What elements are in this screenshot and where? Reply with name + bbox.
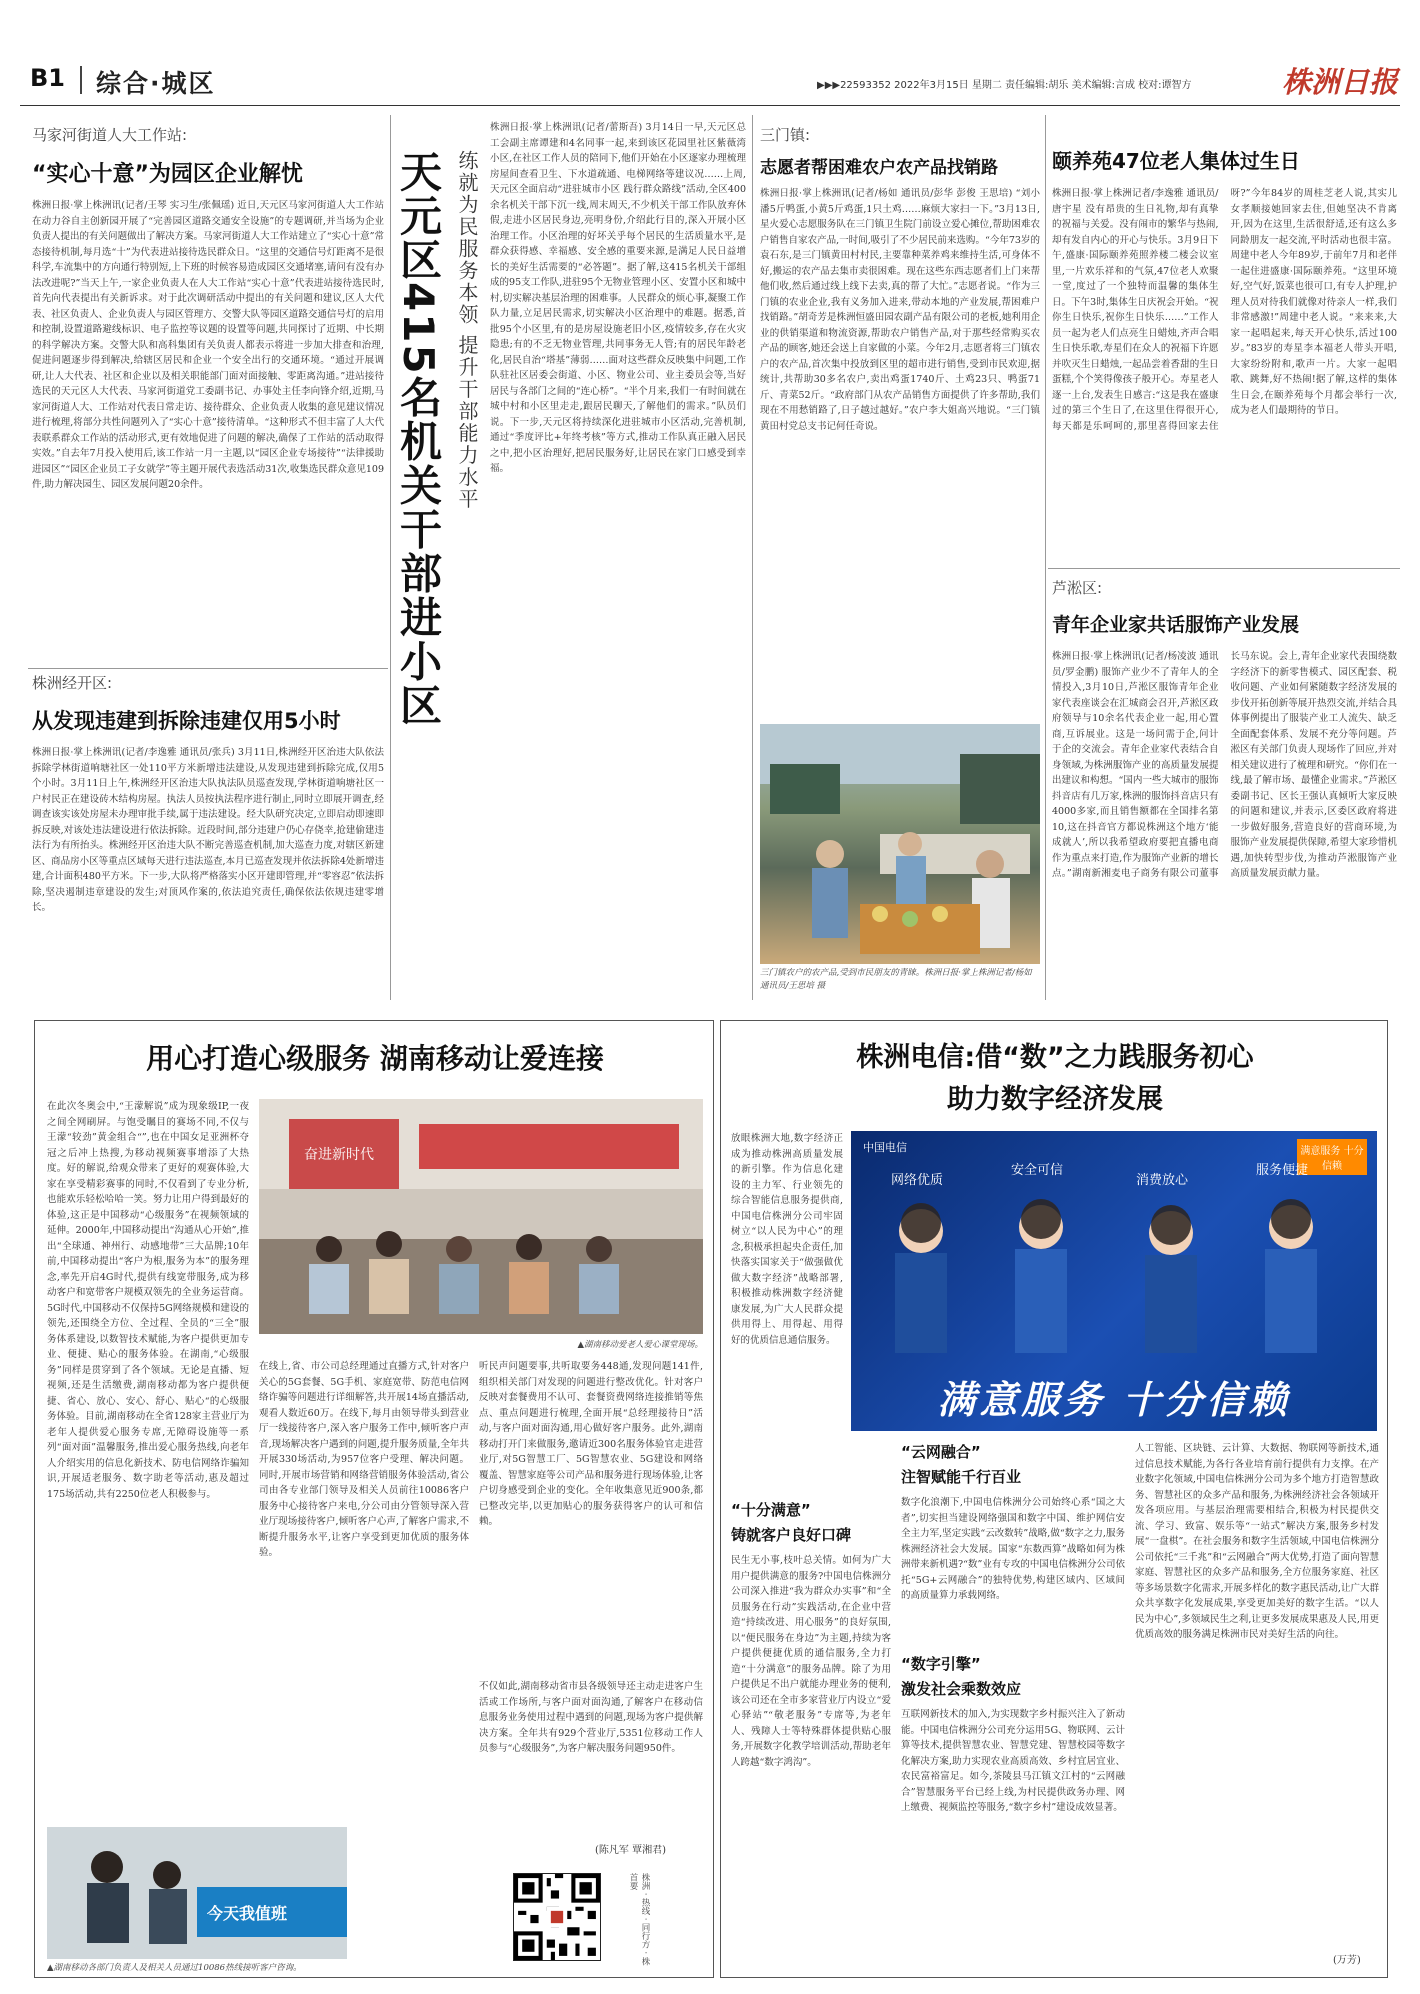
byline: (万芳)	[1333, 1955, 1361, 1966]
feature-subheadline: 助力数字经济发展	[947, 1084, 1163, 1115]
article-body: 株洲日报·掌上株洲讯(记者/李逸雅 通讯员/张兵) 3月11日,株洲经开区治违大队依法拆除学林街道响塘社区一处110平方米新增违法建设,从发现违建到拆除完成,仅用5个小时。3月11日上午,株洲经开区治违大队执法队员巡查发现,学林街道响塘社区一户村民正在建设砖木结构房屋。执法人员按执法程序进行制止,同时立即展开调查,经调查该实该处房屋未办理审批手续,属于违法建设。经大队研究决定,立即启动即速即拆反映,对该处违法建设进行依法拆除。近段时间,部分违建户仍心存侥幸,抢建偷建违法行为有所抬头。株洲经开区治违大队不断完善巡查机制,加大巡查力度,对辖区新建区、商品房小区等重点区域每天进行违法巡查,本月已巡查发现并依法拆除4处新增违建,合计面积480平方米。下一步,大队将严格落实小区开建即管理,并“零容忍”依法拆除,坚决遏制违章建设的发生;对顶风作案的,依法追究责任,确保依法依规违建零增长。	[32, 747, 384, 913]
horizontal-rule	[28, 668, 388, 669]
article-elderly-birthday	[1052, 145, 1397, 560]
article-headline: 颐养苑47位老人集体过生日	[1052, 149, 1300, 173]
banner-slogan: 满意服务 十分信赖	[937, 1378, 1291, 1422]
banner-text-illustration: 今天我值班	[207, 1904, 288, 1923]
feature-body: 在线上,省、市公司总经理通过直播方式,针对客户关心的5G套餐、5G手机、家庭宽带、防范电信网络诈骗等问题进行详细解答,共开展14场直播活动,观看人数近60万。在线下,每月由领导带头到营业厅一线接待客户,深入客户服务工作中,倾听客户声音,现场解决客户遇到的问题,提升服务质量,全年共开展330场活动,为957位客户受理、解决问题。同时,开展市场营销和网络营销服务体验活动,省公司由各专业部门领导及相关人员前往10086客户服务中心接待客户来电,分公司由分管领导深入营业厅现场接待客户,倾听客户心声,了解客户需求,不断提升服务水平,让客户享受到更加优质的服务体验。	[259, 1361, 469, 1558]
sub-section-title: “云网融合”	[901, 1443, 981, 1461]
hunan-mobile-feature	[34, 1020, 714, 1978]
article-kicker: 三门镇:	[760, 126, 811, 144]
issue-info: ▶▶▶22593352 2022年3月15日 星期二 责任编辑:胡乐 美术编辑:言成 校对:谭智方	[817, 80, 1192, 91]
article-kicker: 马家河街道人大工作站:	[32, 126, 188, 144]
vertical-headline: 天元区415名机关干部进小区	[394, 150, 443, 728]
sub-section-subtitle: 激发社会乘数效应	[901, 1680, 1022, 1698]
feature-headline: 用心打造心级服务 湖南移动让爱连接	[146, 1042, 604, 1075]
column-rule	[752, 115, 753, 1000]
masthead	[20, 58, 1400, 106]
column-rule	[1045, 115, 1046, 1000]
article-kicker: 芦淞区:	[1052, 579, 1103, 597]
article-sanmen-volunteers	[760, 124, 1040, 996]
photo-caption: 三门镇农户的农产品,受到市民朋友的青睐。株洲日报·掌上株洲记者/杨如 通讯员/王思培 摄	[760, 968, 1032, 991]
feature-body: 在此次冬奥会中,“王濛解说”成为现象级IP,一夜之间全网刷屏。与饱受瞩目的赛场不同,不仅与王濛“较劲”黄金组合“”,也在中国女足亚洲杯夺冠之后冲上热搜,为移动视频赛事增添了大热度。好的解说,给观众带来了更好的观赛体验,大家在享受精彩赛事的同时,不仅看到了专业分析,也能欢乐轻松哈哈一笑。努力让用户得到最好的体验,这正是中国移动“心级服务”在视频领域的延伸。2000年,中国移动提出“沟通从心开始”,推出“全球通、神州行、动感地带”三大品牌;10年前,中国移动提出“客户为根,服务为本”的服务理念,率先开启4G时代,提供有线宽带服务,成为移动客户和宽带客户规模双领先的全业务运营商。5G时代,中国移动不仅保持5G网络规模和建设的领先,还围绕全方位、全过程、全员的“三全”服务体系建设,以数智技术赋能,为客户提供更加专业、便捷、贴心的服务体验。在湖南,“心级服务”同样是贯穿到了各个领域。无论是直播、短视频,还是生活缴费,湖南移动都为客户提供便捷、省心、放心、安心、舒心、贴心“的心级服务体验。目前,湖南移动在全省128家主营业厅为老年人提供爱心服务专席,无障碍设施等一系列“面对面”温馨服务,推出爱心服务热线,向老年人介绍实用的信息化新技术、防电信网络诈骗知识,开展适老服务、数字助老等活动,惠及超过175场活动,共有2250位老人积极参与。	[47, 1101, 249, 1500]
article-body: 株洲日报·掌上株洲讯(记者/王琴 实习生/张佩瑶) 近日,天元区马家河街道人大工作站在动力谷自主创新园开展了“完善园区道路交通安全设施”的专题调研,并当场为企业负责人提出的有关问题做出了解决方案。马家河街道人大工作站建立了“实心十意”常态接待机制,每月选“十”为代表进站接待选民群众日。“这里的交通信号灯距离不是很科学,车流集中的方向通行特别短,上下班的时候容易造成园区交通堵塞,请问有没有办法改进呢?”当天上午,一家企业负责人在人大工作站“实心十意”代表进站接待选民时,首先向代表提出有关新诉求。对于此次调研活动中提出的有关问题和建议,区人大代表、社区负责人、企业负责人与园区管理方、交警大队等园区道路交通信号灯的启用和控制,设置道路避线标识、电子监控等议题的设置等问题,共同探讨了近期、中长期的科学解决方案。交警大队和高科集团有关负责人都表示将进一步加大排查和治理,促进问题逐步得到解决,给辖区居民和企业一个安全出行的交通环境。“通过开展调研,让人大代表、社区和企业以及相关职能部门面对面接触、零距离沟通。”进站接待选民的天元区人大代表、马家河街道党工委副书记、办事处主任李向锋介绍,近期,马家河街道人大、工作站对代表日常走访、接待群众、企业负责人收集的意见建议情况进行梳理,将部分共性问题列入了“实心十意”接待清单。“这种形式不但丰富了人大代表联系群众工作站的活动形式,更有效地促进了问题的解决,确保了工作站的活动取得实效。”自去年7月投入使用后,该工作站一月一主题,以“园区企业专场接待”“法律援助进园区”“园区企业员工子女就学”等主题开展代表选活动31次,收集选民群众意见109件,助力解决园生、园区发展问题20余件。	[32, 200, 384, 490]
feature-body: 不仅如此,湖南移动省市县各级领导还主动走进客户生活或工作场所,与客户面对面沟通,了解客户在移动信息服务业务使用过程中遇到的问题,现场为客户提供解决方案。全年共有929个营业厅,5351位移动工作人员参与“心级服务”,为客户解决服务问题950件。	[479, 1681, 703, 1754]
classroom-photo	[259, 1099, 703, 1334]
classroom-illustration	[259, 1099, 703, 1334]
sub-section-body: 互联网新技术的加入,为实现数字乡村振兴注入了新动能。中国电信株洲分公司充分运用5G、物联网、云计算等技术,提供智慧农业、智慧党建、智慧校园等数字化解决方案,助力实现农业高质高效、乡村宜居宜业、农民富裕富足。如今,茶陵县马江镇文江村的“云网融合”智慧服务平台已经上线,为村民提供政务办理、网上缴费、视频监控等服务,“数字乡村”建设成效显著。	[901, 1709, 1125, 1813]
service-staff-illustration	[851, 1191, 1377, 1361]
china-telecom-logo: 中国电信	[863, 1141, 907, 1154]
feature-body: 人工智能、区块链、云计算、大数据、物联网等新技术,通过信息技术赋能,为各行各业培育前行提供有力支撑。在产业数字化领域,中国电信株洲分公司为多个地方打造智慧政务、智慧社区的众多产品和服务,为株洲经济社会各领域开发各项应用。与基层治理需要相结合,积极为村民提供交流、学习、致富、娱乐等“一站式”解决方案,服务乡村发展“一盘棋”。在社会服务和数字生活领域,中国电信株洲分公司依托“三千兆”和“云网融合”两大优势,打造了面向智慧家庭、智慧社区的众多产品和服务,全方位服务家庭、社区等多场景数字化需求,开展多样化的数字惠民活动,让广大群众共享数字化发展成果,享受更加美好的数字生活。“以人民为中心”,多领域民生之利,让更多发展成果惠及人民,用更优质高效的服务满足株洲市民对美好生活的向往。	[1135, 1443, 1379, 1640]
article-headline: 从发现违建到拆除违建仅用5小时	[32, 709, 341, 733]
sub-section-title: “十分满意”	[731, 1501, 811, 1519]
article-tianyuan-cadres	[394, 120, 746, 998]
byline: (陈凡军 覃湘君)	[595, 1845, 666, 1856]
qr-caption: 株洲 · 热线 · 同行方 · 株首要	[628, 1873, 650, 1966]
feature-headline: 株洲电信:借“数”之力践服务初心	[856, 1042, 1254, 1073]
article-youth-entrepreneurs	[1052, 577, 1397, 997]
sub-section-cloud	[901, 1441, 1125, 1641]
sub-section-digital-engine	[901, 1653, 1125, 1969]
newspaper-logo: 株洲日报	[1282, 65, 1399, 99]
section-name: 综合·城区	[96, 69, 216, 98]
photo-caption: ▲湖南移动各部门负责人及相关人员通过10086热线接听客户咨询。	[47, 1963, 302, 1973]
market-scene-illustration	[760, 724, 1040, 964]
article-kicker: 株洲经开区:	[32, 674, 113, 692]
sub-section-body: 数字化浪潮下,中国电信株洲分公司始终心系“国之大者”,切实担当建设网络强国和数字中国、维护网信安全主力军,坚定实践“云改数转”战略,做“数字之力,服务株洲经济社会大发展。国家“东数西算”战略如何为株洲带来新机遇?“数”业有专攻的中国电信株洲分公司依托“5G+云网融合”的独特优势,构建区域内、区域间的高质量算力承载网络。	[901, 1497, 1125, 1601]
hotline-illustration	[47, 1827, 347, 1959]
sub-section-satisfaction	[731, 1499, 891, 1969]
page-number: B1	[30, 64, 65, 92]
sub-section-subtitle: 铸就客户良好口碑	[731, 1526, 852, 1544]
telecom-banner	[851, 1131, 1377, 1431]
horizontal-rule	[1048, 568, 1400, 569]
banner-tab: 网络优质	[891, 1173, 944, 1188]
sub-section-title: “数字引擎”	[901, 1655, 981, 1673]
qr-code-icon	[514, 1874, 600, 1960]
section-divider	[80, 66, 82, 94]
qr-code[interactable]	[513, 1873, 601, 1961]
feature-body: 放眼株洲大地,数字经济正成为推动株洲高质量发展的新引擎。作为信息化建设的主力军、行业领先的综合智能信息服务提供商,中国电信株洲分公司牢固树立“以人民为中心”的理念,积极承担起央企责任,加快落实国家关于“做强做优做大数字经济”战略部署,积极推动株洲数字经济健康发展,为广大人民群众提供用得上、用得起、用得好的优质信息通信服务。	[731, 1133, 843, 1346]
article-headline: 青年企业家共话服饰产业发展	[1052, 614, 1300, 636]
article-headline: “实心十意”为园区企业解忧	[32, 162, 303, 187]
hotline-photo	[47, 1827, 347, 1959]
banner-tab: 服务便捷	[1256, 1163, 1309, 1178]
article-body: 株洲日报·掌上株洲讯(记者/杨凌波 通讯员/罗金鹏) 服饰产业少不了青年人的全情投入,3月10日,芦淞区服饰青年企业家代表座谈会在汇城商会召开,芦淞区政府领导与10余名代表企业一起,用心置商,互诉展业。这是一场问需于企,问计于企的交流会。青年企业家代表结合自身领域,为株洲服饰产业的高质量发展提出建议和构想。“国内一些大城市的服饰抖音店有几万家,株洲的服饰抖音店只有4000多家,而且销售额都在全国排名第10,这在抖音官方都说株洲这个地方‘能成就人’,所以我希望政府要把直播电商作为重点来打造,作为服饰产业新的增长点。”湖南新湘麦电子商务有限公司董事长马东说。会上,青年企业家代表围绕数字经济下的新零售模式、园区配套、税收问题、产业如何紧随数字经济发展的步伐开拓创新等展开热烈交流,并结合具体事例提出了服装产业工人流失、缺乏全面配套体系、发展不充分等问题。芦淞区有关部门负责人现场作了回应,并对相关建议进行了梳理和研究。“你们在一线,最了解市场、最懂企业需求。”芦淞区委副书记、区长王强认真倾听大家反映的问题和建议,并表示,区委区政府将进一步做好服务,营造良好的营商环境,为服饰产业发展提供保障,希望大家珍惜机遇,加快转型步伐,为推动芦淞服饰产业高质量发展贡献力量。	[1052, 651, 1397, 879]
feature-body: 听民声问题要事,共听取要务448通,发现问题141件,组织相关部门对发现的问题进行整改优化。针对客户反映对套餐费用不认可、套餐资费网络连接推销等焦点、重点问题进行梳理,全面开展“总经理接待日”活动,与客户面对面沟通,用心做好客户服务。此外,湖南移动打开门来做服务,邀请近300名服务体验官走进营业厅,对5G智慧工厂、5G智慧农业、5G建设和网络覆盖、智慧家庭等公司产品和服务进行现场体验,让客户切身感受到企业的变化。全年收集意见近900条,都已整改完毕,以更加贴心的服务获得客户的认可和信赖。	[479, 1361, 703, 1527]
vertical-subtitle: 练就为民服务本领 提升干部能力水平	[455, 150, 479, 511]
sub-section-body: 民生无小事,枝叶总关情。如何为广大用户提供满意的服务?中国电信株洲分公司深入推进“我为群众办实事”和“全员服务在行动”实践活动,在企业中营造“持续改进、用心服务”的良好氛围,以“便民服务在身边”为主题,持续为客户提供便捷优质的通信服务,全力打造“十分满意”的服务品牌。除了为用户提供足不出户就能办理业务的便利,该公司还在全市多家营业厅内设立“爱心驿站”“敬老服务”专席等,为老年人、残障人士等特殊群体提供贴心服务,开展数字化教学培训活动,帮助老年人跨越“数字鸿沟”。	[731, 1555, 891, 1768]
banner-tab: 消费放心	[1136, 1173, 1189, 1188]
article-body: 株洲日报·掌上株洲记者/李逸雅 通讯员/唐宇星 没有昂贵的生日礼物,却有真挚的祝福与关爱。没有闹市的繁华与热闹,却有发自内心的开心与快乐。3月9日下午,盛康·国际颐养苑照养楼二楼会议室里,一片欢乐祥和的气氛,47位老人欢聚一堂,度过了一个独特而温馨的集体生日。下午3时,集体生日庆祝会开始。“祝你生日快乐,祝你生日快乐……”工作人员一起为老人们点亮生日蜡烛,齐声合唱生日快乐歌,寿星们在众人的祝福下许愿并吹灭生日蜡烛,一起品尝着香甜的生日蛋糕,个个笑得像孩子般开心。寿星老人逐一上台,发表生日感言:“这是我在盛康过的第三个生日了,在这里住得很开心,每天都是乐呵呵的,那里喜得回家去住呀?”今年84岁的周桂芝老人说,其实儿女孝顺接她回家去住,但她坚决不肯离开,因为在这里,生活很舒适,还有这么多同龄朋友一起交流,平时活动也很丰富。周建中老人今年89岁,于前年7月和老伴一起住进盛康·国际颐养苑。“这里环境好,空气好,饭菜也很可口,有专人护理,护理人员对待我们就像对待亲人一样,我们非常感激!”周建中老人说。“来来来,大家一起唱起来,每天开心快乐,活过100岁。”83岁的寿星李本福老人带头开唱,大家纷纷附和,歌声一片。大家一起唱歌、跳舞,好不热闹!据了解,这样的集体生日会,在颐养苑每个月都会举行一次,成为老人们最期待的节日。	[1052, 188, 1397, 432]
banner-badge: 满意服务 十分信赖	[1297, 1139, 1367, 1175]
photo-caption: ▲湖南移动爱老人爱心课堂现场。	[577, 1340, 703, 1350]
banner-tab: 安全可信	[1011, 1163, 1064, 1178]
article-headline: 志愿者帮困难农户农产品找销路	[760, 158, 998, 178]
article-garden-industry	[32, 124, 384, 664]
article-body: 株洲日报·掌上株洲讯(记者/杨如 通讯员/彭华 彭俊 王思培) “刘小潘5斤鸭蛋,小黄5斤鸡蛋,1只土鸡……麻烦大家扫一下。”3月13日,星火爱心志愿服务队在三门镇卫生院门前设立爱心摊位,帮助困难农户销售自家农产品,一时间,吸引了不少居民前来选购。“今年73岁的袁石东,是三门镇黄田村村民,主要靠种菜养鸡来维持生活,可身体不好,搬运的农产品去集市卖很困难。现在这些东西志愿者们上门来帮他们收,然后通过线上线下去卖,真的帮了大忙。”志愿者说。“作为三门镇的农业企业,我有义务加入进来,带动本地的产业发展,帮困难户找销路。”胡奇芳是株洲恒盛田园农副产品有限公司的老板,她利用企业的供销渠道和物流资源,帮助农户销售产品,对于那些经常购买农产品的顾客,她还会送上自家做的小菜。今年2月,志愿者将三门镇农户的农产品,首次集中投放到区里的超市进行销售,受到市民欢迎,据统计,共帮助30多名农户,卖出鸡蛋1740斤、土鸡23只、鸭蛋71斤、青菜52斤。“政府部门从农产品销售方面提供了许多帮助,我们现在不用愁销路了,日子越过越好。”农户李大姐高兴地说。“三门镇黄田村党总支书记何任奇说。	[760, 188, 1040, 432]
article-illegal-building	[32, 672, 384, 997]
banner-text-illustration: 奋进新时代	[304, 1147, 374, 1163]
sub-section-subtitle: 注智赋能千行百业	[901, 1468, 1022, 1486]
china-telecom-feature	[720, 1020, 1388, 1978]
article-body: 株洲日报·掌上株洲讯(记者/蕾斯吾) 3月14日一早,天元区总工会副主席谭建和4名同事一起,来到该区花园里社区紫薇湾小区,在社区工作人员的陪同下,他们开始在小区逐家办理梳理房屋间查看卫生、下水道疏通、电梯网络等建议况……上周,天元区全面启动“进驻城市小区 践行群众路线”活动,全区400余名机关干部下沉一线,周末周天,不少机关干部工作队放弃休假,走进小区居民身边,亮明身份,介绍此行目的,深入开展小区治理工作。小区治理的好坏关乎每个居民的生活质量水平,是群众获得感、幸福感、安全感的重要来源,是满足人民日益增长的美好生活需要的“必答题”。据了解,这415名机关干部组成的95支工作队,进驻95个无物业管理小区、安置小区和城中村,切实解决基层治理的困难事。人民群众的烦心事,凝聚工作队力量,立足居民需求,切实解决小区治理中的难题。据悉,首批95个小区里,有的是房屋设施老旧小区,疫情较多,存在火灾隐患;有的不乏无物业管理,共同事务无人管;有的居民年龄老化,居民自治“塔基”薄弱……面对这些群众反映集中问题,工作队驻社区居委会街道、小区、物业公司、业主委员会等,当好居民与各部门之间的“连心桥”。“半个月来,我们一有时间就在城中村和小区里走走,跟居民聊天,了解他们的需求。”队员们说。下一步,天元区将持续深化进驻城市小区活动,完善机制,通过“季度评比+年终考核”等方式,推动工作队真正融入居民之中,把小区治理好,把居民服务好,让居民在家门口感受到幸福。	[490, 122, 746, 474]
market-photo	[760, 724, 1040, 964]
